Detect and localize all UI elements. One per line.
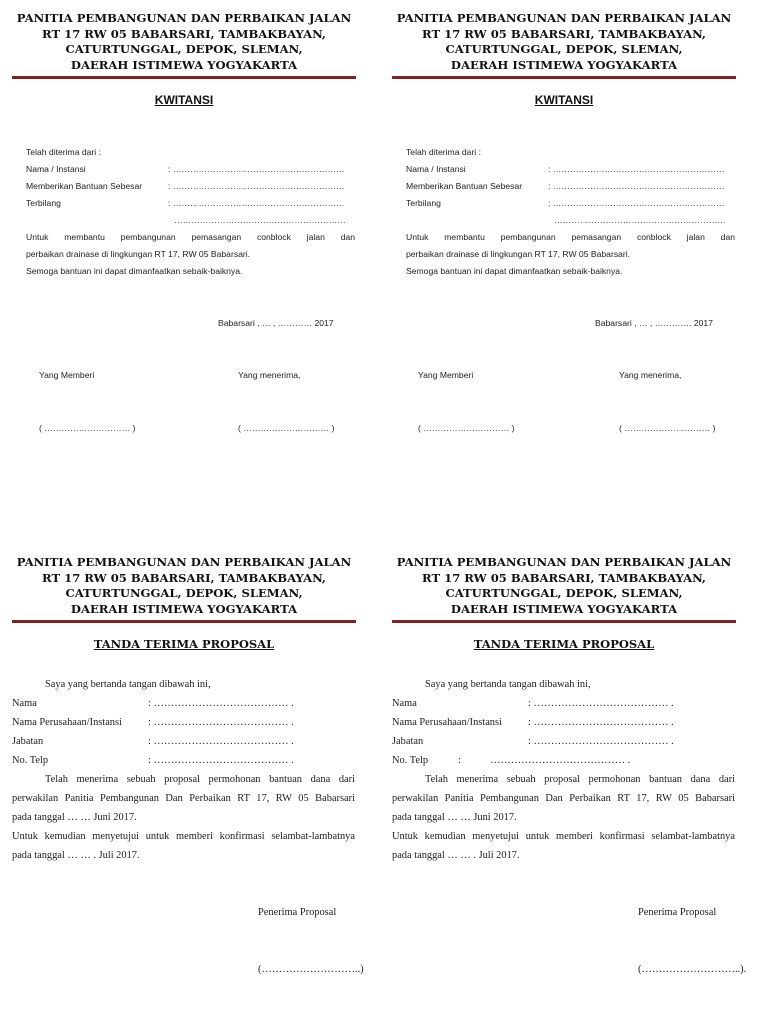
- name-label: Nama: [392, 698, 417, 709]
- kwitansi-title: KWITANSI: [154, 93, 214, 107]
- committee-header: [392, 555, 736, 617]
- purpose-line-3: Semoga bantuan ini dapat dimanfaatkan sebaik-baiknya.: [406, 266, 623, 276]
- recipient-label: Penerima Proposal: [638, 907, 717, 918]
- recipient-signature-blank: (………………………..).: [638, 964, 747, 975]
- statement-line-3: pada tanggal … … Juni 2017.: [12, 812, 137, 823]
- place-date: Babarsari , … , ………… 2017: [218, 318, 334, 328]
- place-date: Babarsari , … , …………. 2017: [595, 318, 713, 328]
- phone-colon: :: [458, 755, 461, 766]
- name-value-blank: : ……………………………………………………: [548, 164, 725, 174]
- header-line-2: RT 17 RW 05 BABARSARI, TAMBAKBAYAN,: [422, 26, 706, 41]
- header-line-3: CATURTUNGGAL, DEPOK, SLEMAN,: [65, 586, 303, 600]
- header-line-3: CATURTUNGGAL, DEPOK, SLEMAN,: [445, 586, 683, 600]
- header-line-3: CATURTUNGGAL, DEPOK, SLEMAN,: [445, 42, 683, 56]
- amount-value-blank: : ……………………………………………………: [548, 181, 725, 191]
- committee-header: [12, 555, 356, 617]
- header-line-4: DAERAH ISTIMEWA YOGYAKARTA: [70, 601, 298, 616]
- giver-label: Yang Memberi: [39, 370, 95, 380]
- tanda-terima-card-right: [392, 555, 747, 995]
- amount-value-blank: : ……………………………………………………: [168, 181, 345, 191]
- words-label: Terbilang: [26, 198, 61, 208]
- name-label: Nama / Instansi: [406, 164, 466, 174]
- words-value-blank: : ……………………………………………………: [168, 198, 345, 208]
- phone-label: No. Telp: [12, 755, 49, 766]
- statement-line-1: Telah menerima sebuah proposal permohonan bantuan dana dari: [425, 774, 735, 785]
- purpose-line-2: perbaikan drainase di lingkungan RT 17, RW 05 Babarsari.: [406, 249, 631, 259]
- name-value-blank: : ………………………………… .: [528, 698, 674, 709]
- kwitansi-title: KWITANSI: [534, 93, 594, 107]
- header-line-4: DAERAH ISTIMEWA YOGYAKARTA: [450, 57, 678, 72]
- header-line-3: CATURTUNGGAL, DEPOK, SLEMAN,: [65, 42, 303, 56]
- committee-header: [392, 11, 736, 73]
- header-divider: [392, 620, 736, 623]
- organization-value-blank: : ………………………………… .: [148, 717, 294, 728]
- statement-line-5: pada tanggal … … . Juli 2017.: [12, 850, 140, 861]
- name-label: Nama: [12, 698, 37, 709]
- statement-line-2: perwakilan Panitia Pembangunan Dan Perbaikan RT 17, RW 05 Babarsari: [12, 793, 355, 804]
- header-divider: [12, 620, 356, 623]
- position-value-blank: : ………………………………… .: [148, 736, 294, 747]
- header-line-1: PANITIA PEMBANGUNAN DAN PERBAIKAN JALAN: [16, 555, 352, 569]
- words-label: Terbilang: [406, 198, 441, 208]
- recipient-signature-blank: (………………………..): [258, 964, 364, 975]
- phone-label: No. Telp: [392, 755, 429, 766]
- header-line-2: RT 17 RW 05 BABARSARI, TAMBAKBAYAN,: [42, 570, 326, 585]
- words-value-blank: : ……………………………………………………: [548, 198, 725, 208]
- phone-value-blank: ………………………………… .: [490, 755, 631, 766]
- purpose-line-1: Untuk membantu pembangunan pemasangan conblock jalan dan: [26, 232, 355, 242]
- kwitansi-card-right: [392, 11, 736, 441]
- header-line-1: PANITIA PEMBANGUNAN DAN PERBAIKAN JALAN: [396, 555, 732, 569]
- purpose-line-1: Untuk membantu pembangunan pemasangan conblock jalan dan: [406, 232, 735, 242]
- name-label: Nama / Instansi: [26, 164, 86, 174]
- header-line-2: RT 17 RW 05 BABARSARI, TAMBAKBAYAN,: [422, 570, 706, 585]
- phone-value-blank: : ………………………………… .: [148, 755, 294, 766]
- position-value-blank: : ………………………………… .: [528, 736, 674, 747]
- kwitansi-card-left: [12, 11, 356, 441]
- name-value-blank: : ……………………………………………………: [168, 164, 345, 174]
- header-line-1: PANITIA PEMBANGUNAN DAN PERBAIKAN JALAN: [396, 11, 732, 25]
- header-line-2: RT 17 RW 05 BABARSARI, TAMBAKBAYAN,: [42, 26, 326, 41]
- statement-line-1: Telah menerima sebuah proposal permohonan bantuan dana dari: [45, 774, 355, 785]
- statement-line-4: Untuk kemudian menyetujui untuk memberi konfirmasi selambat-lambatnya: [12, 831, 355, 842]
- statement-line-2: perwakilan Panitia Pembangunan Dan Perbaikan RT 17, RW 05 Babarsari: [392, 793, 735, 804]
- statement-line-5: pada tanggal … … . Juli 2017.: [392, 850, 520, 861]
- header-line-1: PANITIA PEMBANGUNAN DAN PERBAIKAN JALAN: [16, 11, 352, 25]
- received-from-label: Telah diterima dari :: [26, 147, 101, 157]
- intro-text: Saya yang bertanda tangan dibawah ini,: [425, 679, 591, 690]
- statement-line-4: Untuk kemudian menyetujui untuk memberi konfirmasi selambat-lambatnya: [392, 831, 735, 842]
- giver-signature-blank: ( ………………………… ): [418, 423, 515, 433]
- proposal-receipt-title: TANDA TERIMA PROPOSAL: [93, 637, 275, 651]
- receiver-label: Yang menerima,: [619, 370, 682, 380]
- header-divider: [392, 76, 736, 79]
- recipient-label: Penerima Proposal: [258, 907, 337, 918]
- received-from-label: Telah diterima dari :: [406, 147, 481, 157]
- amount-label: Memberikan Bantuan Sebesar: [406, 181, 523, 191]
- statement-line-3: pada tanggal … … Juni 2017.: [392, 812, 517, 823]
- header-line-4: DAERAH ISTIMEWA YOGYAKARTA: [70, 57, 298, 72]
- receiver-signature-blank: ( ………………………… ): [238, 423, 335, 433]
- giver-signature-blank: ( ………………………… ): [39, 423, 136, 433]
- organization-value-blank: : ………………………………… .: [528, 717, 674, 728]
- purpose-line-3: Semoga bantuan ini dapat dimanfaatkan sebaik-baiknya.: [26, 266, 243, 276]
- header-line-4: DAERAH ISTIMEWA YOGYAKARTA: [450, 601, 678, 616]
- amount-label: Memberikan Bantuan Sebesar: [26, 181, 143, 191]
- organization-label: Nama Perusahaan/Instansi: [392, 717, 502, 728]
- name-value-blank: : ………………………………… .: [148, 698, 294, 709]
- receiver-signature-blank: ( ………………………… ): [619, 423, 716, 433]
- tanda-terima-card-left: [12, 555, 364, 995]
- words-value-blank-2: ……………………………………………………: [554, 215, 726, 225]
- organization-label: Nama Perusahaan/Instansi: [12, 717, 122, 728]
- position-label: Jabatan: [12, 736, 44, 747]
- proposal-receipt-title: TANDA TERIMA PROPOSAL: [473, 637, 655, 651]
- purpose-line-2: perbaikan drainase di lingkungan RT 17, RW 05 Babarsari.: [26, 249, 251, 259]
- words-value-blank-2: ……………………………………………………: [174, 215, 346, 225]
- committee-header: [12, 11, 356, 73]
- receiver-label: Yang menerima,: [238, 370, 301, 380]
- giver-label: Yang Memberi: [418, 370, 474, 380]
- position-label: Jabatan: [392, 736, 424, 747]
- intro-text: Saya yang bertanda tangan dibawah ini,: [45, 679, 211, 690]
- header-divider: [12, 76, 356, 79]
